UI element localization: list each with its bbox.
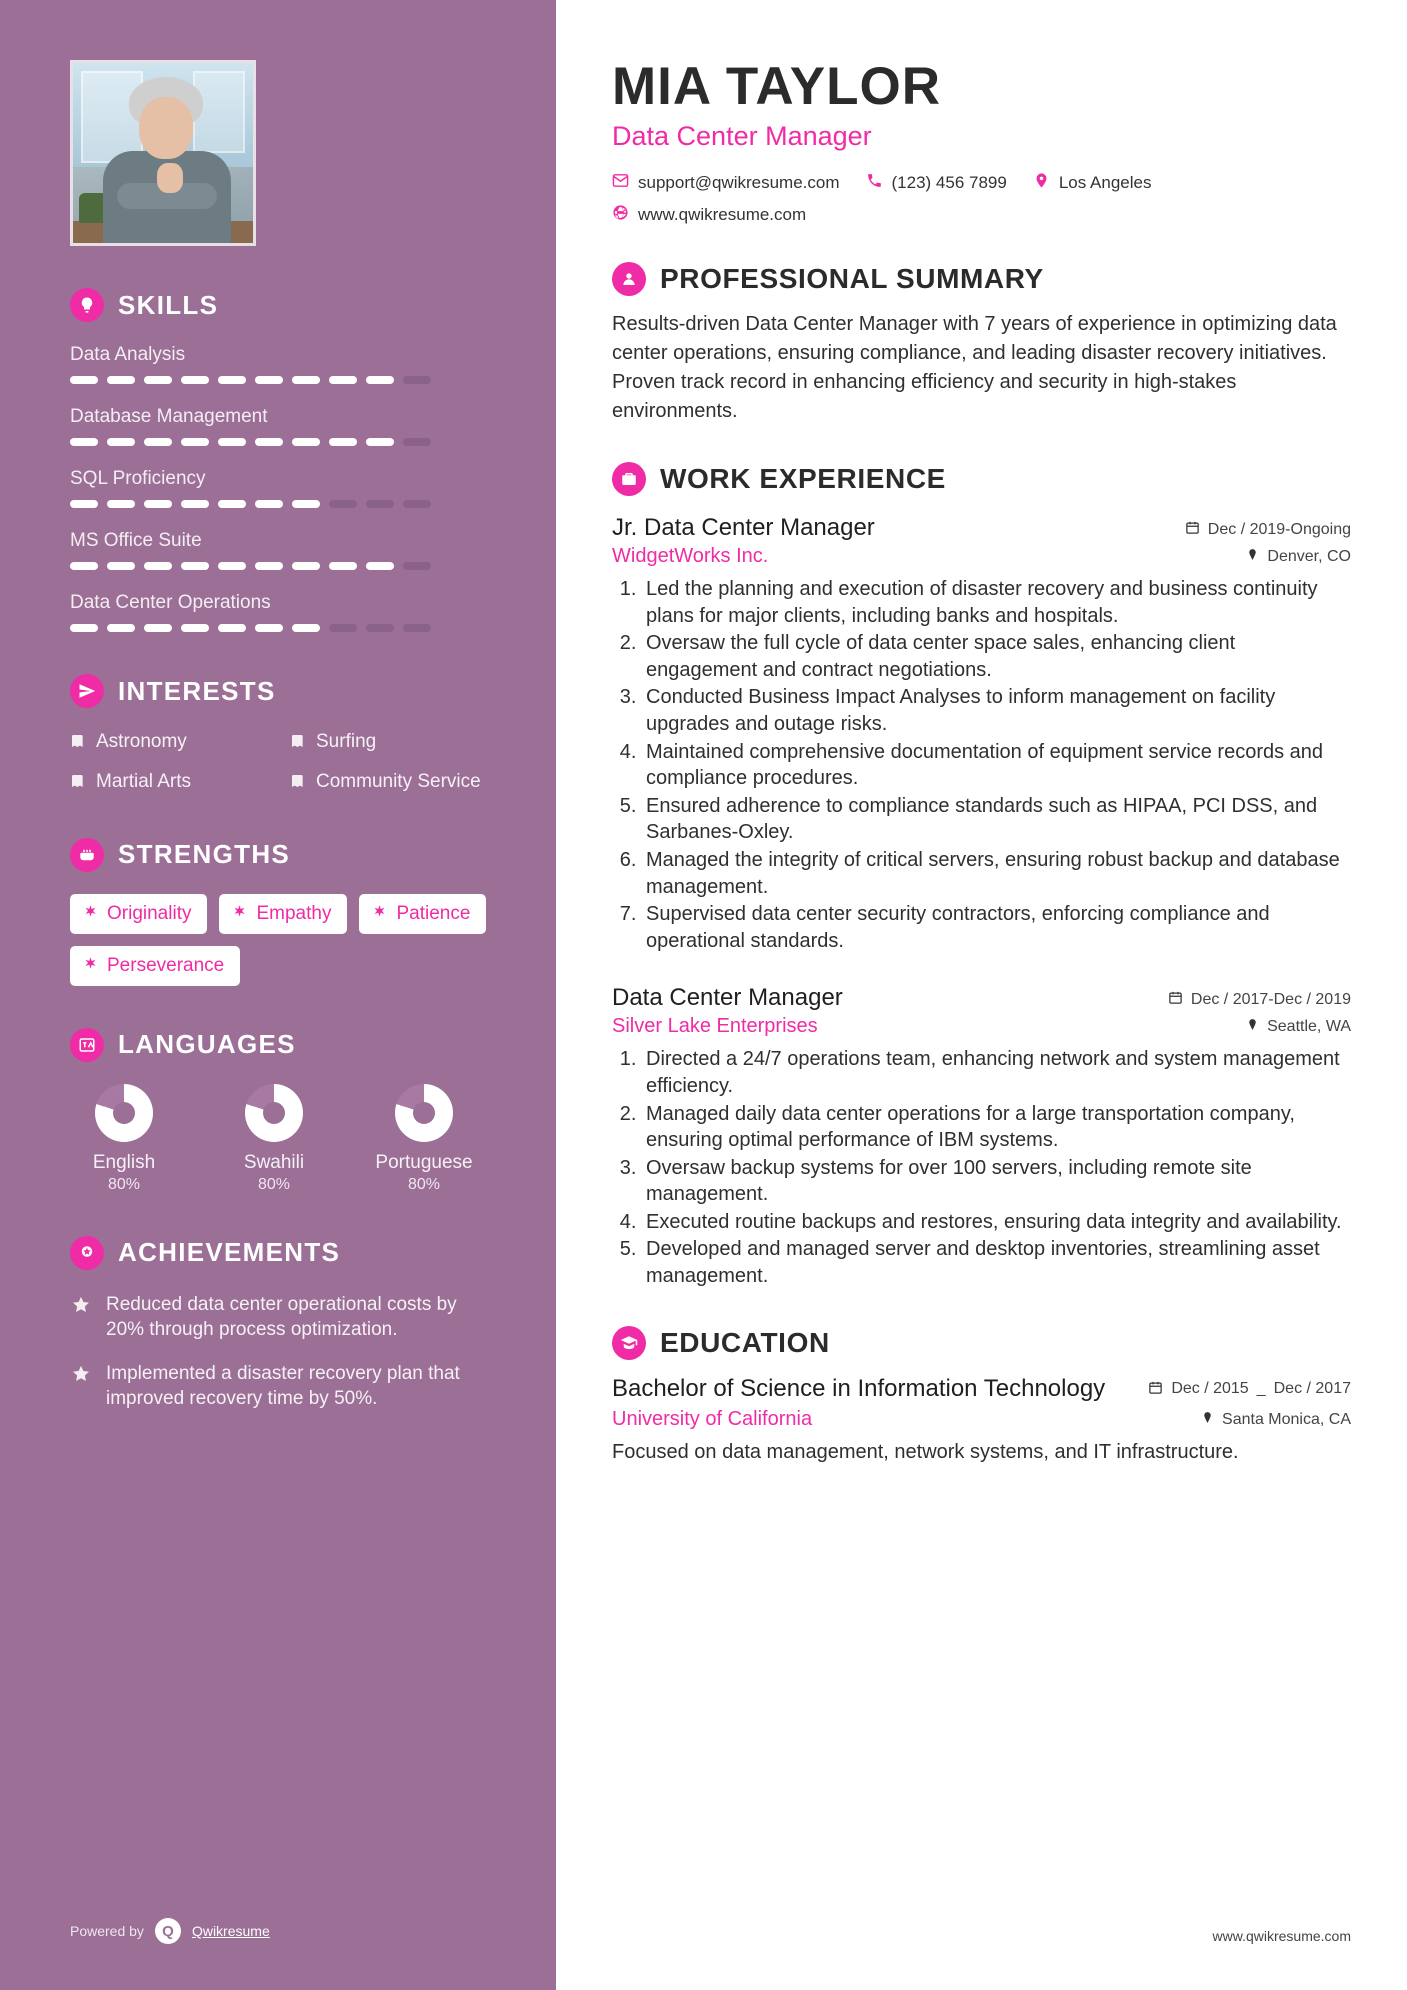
language-item: Portuguese 80% xyxy=(370,1084,478,1194)
skill-rating xyxy=(70,500,494,508)
experience-item xyxy=(612,984,1351,1289)
job-bullet: 1. Directed a 24/7 operations team, enhancing network and system management efficiency. xyxy=(642,1046,1351,1099)
skill-rating xyxy=(70,376,494,384)
strength-chip: Perseverance xyxy=(70,946,240,986)
education-date-separator: _ xyxy=(1256,1380,1266,1398)
experience-heading: WORK EXPERIENCE xyxy=(612,462,1351,496)
interests-heading xyxy=(70,674,494,708)
asterisk-icon xyxy=(232,903,247,925)
degree-title: Bachelor of Science in Information Technology xyxy=(612,1374,1106,1402)
star-badge-icon xyxy=(70,1364,92,1412)
location-icon xyxy=(1033,172,1050,194)
qwikresume-logo-icon: Q xyxy=(155,1918,181,1944)
language-donut xyxy=(245,1084,303,1142)
section-education xyxy=(612,1326,1351,1466)
strengths-title: STRENGTHS xyxy=(118,839,291,869)
education-heading: EDUCATION xyxy=(612,1326,1351,1360)
job-bullet: 6. Managed the integrity of critical servers, ensuring robust backup and database management. xyxy=(642,847,1351,900)
powered-by xyxy=(70,1918,270,1944)
job-bullet: 2. Oversaw the full cycle of data center space sales, enhancing client engagement and contract negotiations. xyxy=(642,630,1351,683)
achievements-heading xyxy=(70,1236,494,1270)
skill-rating xyxy=(70,438,494,446)
company-name: Silver Lake Enterprises xyxy=(612,1015,818,1038)
skill-item: Data Center Operations xyxy=(70,592,494,632)
section-professional-summary xyxy=(612,262,1351,426)
graduation-cap-icon xyxy=(612,1326,646,1360)
job-role: Data Center Manager xyxy=(612,121,872,151)
summary-text: Results-driven Data Center Manager with 7 years of experience in optimizing data center operations, ensuring compliance, and leading disaster recovery initiatives. Proven track record in enhancing efficiency and security in high-stakes environments. xyxy=(612,313,1337,422)
job-bullet: 3. Oversaw backup systems for over 100 servers, including remote site management. xyxy=(642,1155,1351,1208)
book-icon xyxy=(290,772,306,796)
star-badge-icon xyxy=(70,1295,92,1343)
contact-email[interactable]: support@qwikresume.com xyxy=(612,172,840,194)
book-icon xyxy=(70,772,86,796)
translate-icon xyxy=(70,1028,104,1062)
pin-icon xyxy=(1246,1017,1259,1037)
company-name: WidgetWorks Inc. xyxy=(612,545,769,567)
skills-title: SKILLS xyxy=(118,289,219,320)
education-date-end: Dec / 2017 xyxy=(1273,1380,1351,1398)
interest-item: Surfing xyxy=(290,730,494,756)
languages-heading xyxy=(70,1028,494,1062)
summary-heading: PROFESSIONAL SUMMARY xyxy=(612,262,1351,296)
contact-website[interactable]: www.qwikresume.com xyxy=(612,204,806,226)
achievements-title: ACHIEVEMENTS xyxy=(118,1237,341,1267)
powered-by-label: Powered by xyxy=(70,1923,144,1939)
book-icon xyxy=(290,732,306,756)
interest-item: Martial Arts xyxy=(70,770,274,796)
footer-website: www.qwikresume.com xyxy=(1212,1928,1351,1944)
contact-location: Los Angeles xyxy=(1033,172,1152,194)
asterisk-icon xyxy=(83,903,98,925)
job-bullet: 1. Led the planning and execution of disaster recovery and business continuity plans for major clients, including banks and hospitals. xyxy=(642,576,1351,629)
section-languages xyxy=(70,1028,494,1194)
education-dates xyxy=(1148,1374,1351,1400)
skills-heading xyxy=(70,288,494,322)
language-donut xyxy=(95,1084,153,1142)
pin-icon xyxy=(1201,1410,1214,1430)
skill-item: Database Management xyxy=(70,406,494,446)
section-interests xyxy=(70,674,494,796)
section-work-experience xyxy=(612,462,1351,1290)
skill-item: SQL Proficiency xyxy=(70,468,494,508)
briefcase-icon xyxy=(612,462,646,496)
lightbulb-icon xyxy=(70,288,104,322)
contact-info xyxy=(612,172,1302,226)
book-icon xyxy=(70,732,86,756)
job-bullet: 5. Developed and managed server and desktop inventories, streamlining asset management. xyxy=(642,1236,1351,1289)
calendar-icon xyxy=(1148,1380,1163,1400)
avatar xyxy=(70,60,256,246)
strength-chip: Empathy xyxy=(219,894,347,934)
user-icon xyxy=(612,262,646,296)
contact-phone[interactable]: (123) 456 7899 xyxy=(866,172,1007,194)
section-skills xyxy=(70,288,494,632)
interests-title: INTERESTS xyxy=(118,675,276,706)
job-bullet: 5. Ensured adherence to compliance standards such as HIPAA, PCI DSS, and Sarbanes-Oxley. xyxy=(642,793,1351,846)
job-title: Jr. Data Center Manager xyxy=(612,514,875,541)
skill-item: Data Analysis xyxy=(70,344,494,384)
asterisk-icon xyxy=(83,955,98,977)
job-bullets xyxy=(642,576,1351,954)
job-bullet: 3. Conducted Business Impact Analyses to inform management on facility upgrades and outage risks. xyxy=(642,684,1351,737)
asterisk-icon xyxy=(372,903,387,925)
achievement-item: Reduced data center operational costs by 20% through process optimization. xyxy=(70,1292,494,1343)
page-title: MIA TAYLOR xyxy=(612,57,941,116)
qwikresume-brand[interactable]: Qwikresume xyxy=(191,1923,270,1939)
globe-icon xyxy=(612,204,629,226)
language-donut xyxy=(395,1084,453,1142)
language-item: English 80% xyxy=(70,1084,178,1194)
interest-item: Astronomy xyxy=(70,730,274,756)
experience-item xyxy=(612,514,1351,954)
skill-item: MS Office Suite xyxy=(70,530,494,570)
skill-rating xyxy=(70,624,494,632)
skill-rating xyxy=(70,562,494,570)
job-dates: Dec / 2019-Ongoing xyxy=(1185,520,1351,540)
section-strengths xyxy=(70,838,494,986)
strength-chip: Patience xyxy=(359,894,486,934)
strengths-heading xyxy=(70,838,494,872)
fist-icon xyxy=(70,838,104,872)
calendar-icon xyxy=(1168,990,1183,1010)
education-date-start: Dec / 2015 xyxy=(1171,1380,1249,1398)
job-dates: Dec / 2017-Dec / 2019 xyxy=(1168,990,1351,1010)
job-bullet: 4. Executed routine backups and restores, ensuring data integrity and availability. xyxy=(642,1209,1351,1236)
job-bullet: 4. Maintained comprehensive documentation of equipment service records and compliance procedures. xyxy=(642,739,1351,792)
pin-icon xyxy=(1246,547,1259,567)
job-title: Data Center Manager xyxy=(612,984,843,1012)
education-description: Focused on data management, network systems, and IT infrastructure. xyxy=(612,1440,1239,1463)
job-bullets xyxy=(642,1046,1351,1289)
badge-star-icon xyxy=(70,1236,104,1270)
job-bullet: 7. Supervised data center security contractors, enforcing compliance and operational standards. xyxy=(642,901,1351,954)
paper-plane-icon xyxy=(70,674,104,708)
job-bullet: 2. Managed daily data center operations for a large transportation company, ensuring optimal performance of IBM systems. xyxy=(642,1101,1351,1154)
interest-item: Community Service xyxy=(290,770,494,796)
phone-icon xyxy=(866,172,883,194)
strength-chip: Originality xyxy=(70,894,207,934)
job-location: Denver, CO xyxy=(1246,547,1351,567)
calendar-icon xyxy=(1185,520,1200,540)
sidebar xyxy=(0,0,556,1990)
main-content xyxy=(556,0,1407,1990)
languages-title: LANGUAGES xyxy=(118,1029,296,1059)
section-achievements xyxy=(70,1236,494,1413)
mail-icon xyxy=(612,172,629,194)
job-location: Seattle, WA xyxy=(1246,1017,1351,1037)
language-item: Swahili 80% xyxy=(220,1084,328,1194)
achievement-item: Implemented a disaster recovery plan that improved recovery time by 50%. xyxy=(70,1361,494,1412)
education-location: Santa Monica, CA xyxy=(1201,1410,1351,1430)
school-name: University of California xyxy=(612,1407,813,1430)
